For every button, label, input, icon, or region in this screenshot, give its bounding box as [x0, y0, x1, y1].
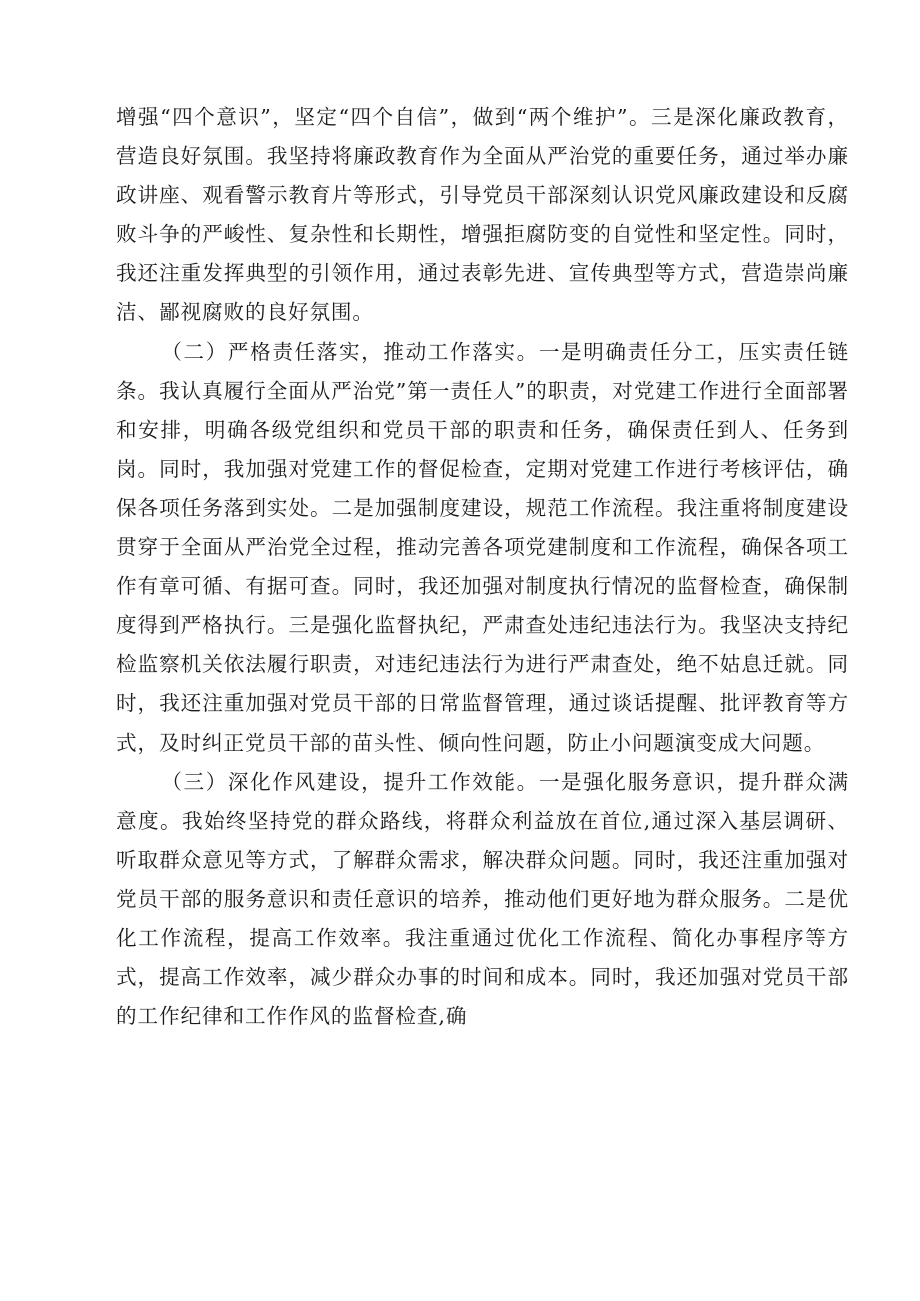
paragraph-section-two: （二）严格责任落实，推动工作落实。一是明确责任分工，压实责任链条。我认真履行全面从严治党”第一责任人”的职责，对党建工作进行全面部署和安排，明确各级党组织和党员干部的职责和任务，确保责任到人、任务到岗。同时，我加强对党建工作的督促检查，定期对党建工作进行考核评估，确保各项任务落到实处。二是加强制度建设，规范工作流程。我注重将制度建设贯穿于全面从严治党全过程，推动完善各项党建制度和工作流程，确保各项工作有章可循、有据可查。同时，我还加强对制度执行情况的监督检查，确保制度得到严格执行。三是强化监督执纪，严肃查处违纪违法行为。我坚决支持纪检监察机关依法履行职责，对违纪违法行为进行严肃查处，绝不姑息迁就。同时，我还注重加强对党员干部的日常监督管理，通过谈话提醒、批评教育等方式，及时纠正党员干部的苗头性、倾向性问题，防止小问题演变成大问题。	[116, 339, 849, 755]
body-text	[116, 98, 849, 1036]
paragraph-continuation: 增强“四个意识”，坚定“四个自信”，做到“两个维护”。三是深化廉政教育，营造良好氛围。我坚持将廉政教育作为全面从严治党的重要任务，通过举办廉政讲座、观看警示教育片等形式，引导党员干部深刻认识党风廉政建设和反腐败斗争的严峻性、复杂性和长期性，增强拒腐防变的自觉性和坚定性。同时，我还注重发挥典型的引领作用，通过表彰先进、宣传典型等方式，营造崇尚廉洁、鄙视腐败的良好氛围。	[116, 105, 849, 325]
paragraph-section-three: （三）深化作风建设，提升工作效能。一是强化服务意识，提升群众满意度。我始终坚持党的群众路线，将群众利益放在首位,通过深入基层调研、听取群众意见等方式，了解群众需求，解决群众问题。同时，我还注重加强对党员干部的服务意识和责任意识的培养，推动他们更好地为群众服务。二是优化工作流程，提高工作效率。我注重通过优化工作流程、简化办事程序等方式，提高工作效率，减少群众办事的时间和成本。同时，我还加强对党员干部的工作纪律和工作作风的监督检查,确	[116, 769, 849, 1029]
